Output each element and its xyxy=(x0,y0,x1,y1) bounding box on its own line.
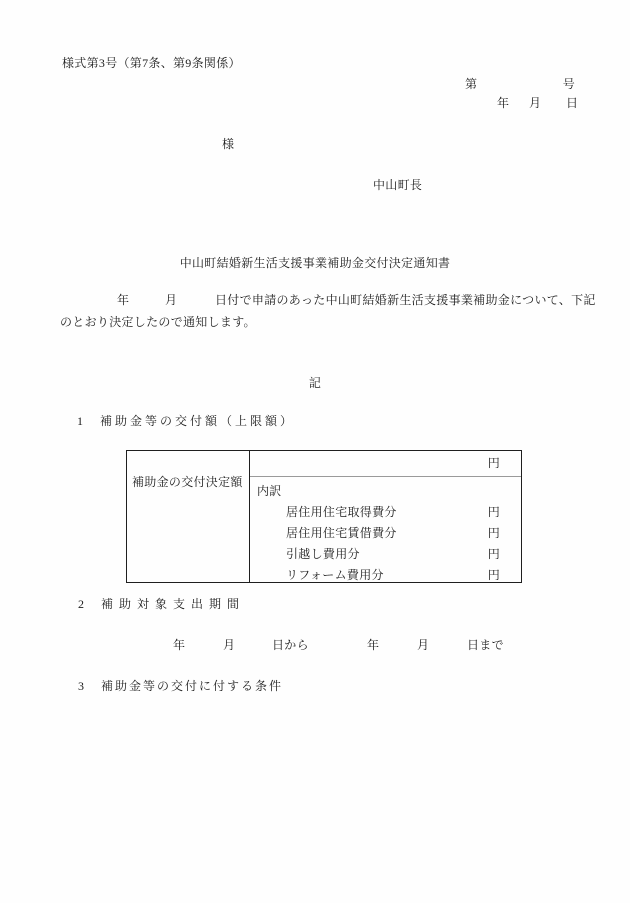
breakdown-row-housing-rent xyxy=(257,527,521,540)
table-detail-cell xyxy=(250,451,521,582)
item-2-heading xyxy=(78,598,245,611)
breakdown-row-unit: 円 xyxy=(487,547,500,561)
issue-date-year: 年 xyxy=(497,96,510,110)
document-title: 中山町結婚新生活支援事業補助金交付決定通知書 xyxy=(179,256,451,270)
doc-number-line xyxy=(465,78,575,91)
breakdown-row-housing-purchase xyxy=(257,506,521,519)
body-line1-text: 日付で申請のあった中山町結婚新生活支援事業補助金について、下記 xyxy=(215,293,596,307)
item-3-heading xyxy=(78,680,283,693)
addressee-suffix: 様 xyxy=(222,137,235,151)
period-to-day: 日まで xyxy=(467,638,504,652)
item-2-label: 補助対象支出期間 xyxy=(101,597,246,611)
breakdown-row-label: リフォーム費用分 xyxy=(286,568,384,582)
item-1-number: 1 xyxy=(77,414,84,428)
breakdown-row-label: 居住用住宅賃借費分 xyxy=(286,526,397,540)
table-row-header: 補助金の交付決定額 xyxy=(127,451,250,582)
grant-amount-table xyxy=(126,450,522,583)
issue-date-line xyxy=(0,97,630,162)
body-date-month: 月 xyxy=(165,293,178,307)
item-3-label: 補助金等の交付に付する条件 xyxy=(101,679,284,693)
period-from-month: 月 xyxy=(223,638,236,652)
record-mark: 記 xyxy=(308,376,322,390)
item-1-label: 補助金等の交付額（上限額） xyxy=(100,414,296,428)
table-total-unit: 円 xyxy=(250,451,521,477)
item-3-number: 3 xyxy=(78,679,85,693)
item-1-heading xyxy=(77,415,295,428)
breakdown-row-moving-cost xyxy=(257,548,521,561)
breakdown-label: 内訳 xyxy=(257,484,282,498)
period-to-year: 年 xyxy=(367,638,380,652)
issue-date-month: 月 xyxy=(529,96,542,110)
period-to-month: 月 xyxy=(417,638,430,652)
doc-number-prefix: 第 xyxy=(465,77,478,91)
issue-date-day: 日 xyxy=(566,96,579,110)
sender-name: 中山町長 xyxy=(373,178,423,192)
breakdown-row-unit: 円 xyxy=(487,568,500,582)
body-date-year: 年 xyxy=(117,293,130,307)
period-from-year: 年 xyxy=(173,638,186,652)
item-2-number: 2 xyxy=(78,597,85,611)
breakdown-row-renovation-cost xyxy=(257,569,521,582)
breakdown-row-label: 居住用住宅取得費分 xyxy=(286,505,397,519)
breakdown-row-unit: 円 xyxy=(487,526,500,540)
period-from-day: 日から xyxy=(272,638,309,652)
table-breakdown xyxy=(250,477,521,582)
breakdown-row-label: 引越し費用分 xyxy=(286,547,360,561)
doc-number-suffix: 号 xyxy=(562,77,575,91)
body-line2: のとおり決定したので通知します。 xyxy=(60,315,256,329)
form-number: 様式第3号（第7条、第9条関係） xyxy=(62,56,241,70)
breakdown-row-unit: 円 xyxy=(487,505,500,519)
